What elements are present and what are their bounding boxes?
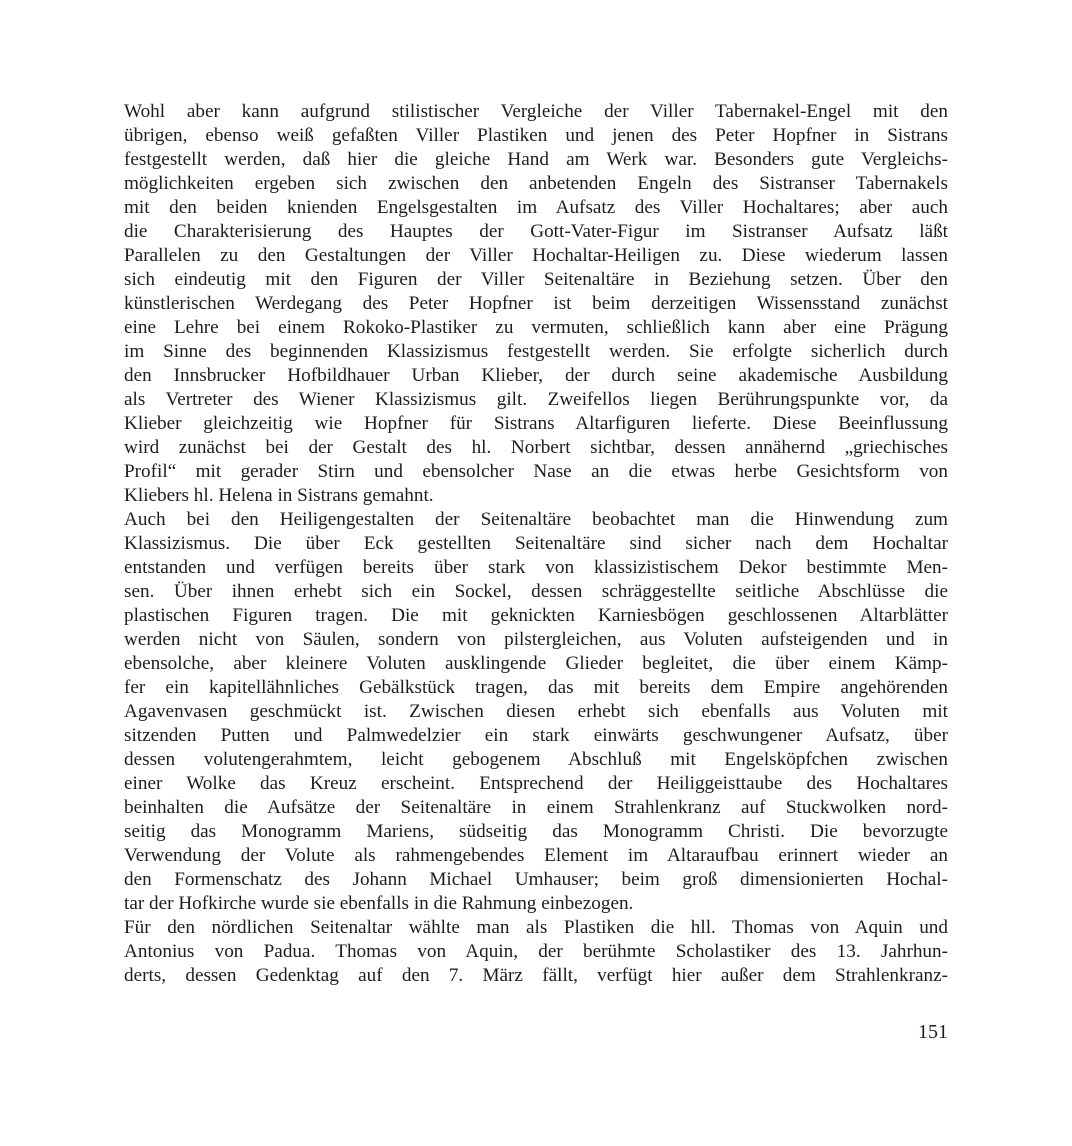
- text-line: Für den nördlichen Seitenaltar wählte man als Plastiken die hll. Thomas von Aquin und: [124, 917, 948, 938]
- text-line: entstanden und verfügen bereits über stark von klassizistischem Dekor bestimmte Men-: [124, 557, 948, 578]
- text-line: den Formenschatz des Johann Michael Umhauser; beim groß dimensionierten Hochal-: [124, 869, 948, 890]
- text-line: einer Wolke das Kreuz erscheint. Entsprechend der Heiliggeisttaube des Hochaltares: [124, 773, 948, 794]
- paragraph: [124, 100, 948, 508]
- text-line: Auch bei den Heiligengestalten der Seitenaltäre beobachtet man die Hinwendung zum: [124, 509, 948, 530]
- text-line: Antonius von Padua. Thomas von Aquin, der berühmte Scholastiker des 13. Jahrhun-: [124, 941, 948, 962]
- text-line: künstlerischen Werdegang des Peter Hopfner ist beim derzeitigen Wissensstand zunächst: [124, 293, 948, 314]
- text-line: seitig das Monogramm Mariens, südseitig das Monogramm Christi. Die bevorzugte: [124, 821, 948, 842]
- text-line: sich eindeutig mit den Figuren der Viller Seitenaltäre in Beziehung setzen. Über den: [124, 269, 948, 290]
- text-line: ebensolche, aber kleinere Voluten ausklingende Glieder begleitet, die über einem Kämp-: [124, 653, 948, 674]
- text-line: sitzenden Putten und Palmwedelzier ein stark einwärts geschwungener Aufsatz, über: [124, 725, 948, 746]
- text-line: festgestellt werden, daß hier die gleiche Hand am Werk war. Besonders gute Vergleichs-: [124, 149, 948, 170]
- text-line: plastischen Figuren tragen. Die mit geknickten Karniesbögen geschlossenen Altarblätter: [124, 605, 948, 626]
- text-line: Verwendung der Volute als rahmengebendes Element im Altaraufbau erinnert wieder an: [124, 845, 948, 866]
- text-line: tar der Hofkirche wurde sie ebenfalls in die Rahmung einbezogen.: [124, 893, 634, 914]
- text-line: Klassizismus. Die über Eck gestellten Seitenaltäre sind sicher nach dem Hochaltar: [124, 533, 948, 554]
- text-line: übrigen, ebenso weiß gefaßten Viller Plastiken und jenen des Peter Hopfner in Sistrans: [124, 125, 948, 146]
- text-line: möglichkeiten ergeben sich zwischen den anbetenden Engeln des Sistranser Tabernakels: [124, 173, 948, 194]
- text-line: Profil“ mit gerader Stirn und ebensolcher Nase an die etwas herbe Gesichtsform von: [124, 461, 948, 482]
- page-number: 151: [918, 1021, 948, 1043]
- text-line: den Innsbrucker Hofbildhauer Urban Klieber, der durch seine akademische Ausbildung: [124, 365, 948, 386]
- text-line: mit den beiden knienden Engelsgestalten im Aufsatz des Viller Hochaltares; aber auch: [124, 197, 948, 218]
- body-text: [124, 100, 948, 988]
- text-line: beinhalten die Aufsätze der Seitenaltäre in einem Strahlenkranz auf Stuckwolken nord-: [124, 797, 948, 818]
- text-line: eine Lehre bei einem Rokoko-Plastiker zu vermuten, schließlich kann aber eine Prägung: [124, 317, 948, 338]
- text-line: Agavenvasen geschmückt ist. Zwischen diesen erhebt sich ebenfalls aus Voluten mit: [124, 701, 948, 722]
- text-line: derts, dessen Gedenktag auf den 7. März fällt, verfügt hier außer dem Strahlenkranz-: [124, 965, 948, 986]
- text-line: wird zunächst bei der Gestalt des hl. Norbert sichtbar, dessen annähernd „griechisches: [124, 437, 948, 458]
- paragraph: [124, 916, 948, 988]
- text-line: Klieber gleichzeitig wie Hopfner für Sistrans Altarfiguren lieferte. Diese Beeinflussung: [124, 413, 948, 434]
- text-line: als Vertreter des Wiener Klassizismus gilt. Zweifellos liegen Berührungspunkte vor, da: [124, 389, 948, 410]
- text-line: werden nicht von Säulen, sondern von pilstergleichen, aus Voluten aufsteigenden und in: [124, 629, 948, 650]
- text-line: fer ein kapitellähnliches Gebälkstück tragen, das mit bereits dem Empire angehörenden: [124, 677, 948, 698]
- text-line: die Charakterisierung des Hauptes der Gott-Vater-Figur im Sistranser Aufsatz läßt: [124, 221, 948, 242]
- text-line: Wohl aber kann aufgrund stilistischer Vergleiche der Viller Tabernakel-Engel mit den: [124, 101, 948, 122]
- text-line: Kliebers hl. Helena in Sistrans gemahnt.: [124, 485, 434, 506]
- text-line: sen. Über ihnen erhebt sich ein Sockel, dessen schräggestellte seitliche Abschlüsse die: [124, 581, 948, 602]
- text-line: dessen volutengerahmtem, leicht gebogenem Abschluß mit Engelsköpfchen zwischen: [124, 749, 948, 770]
- text-line: Parallelen zu den Gestaltungen der Viller Hochaltar-Heiligen zu. Diese wiederum lassen: [124, 245, 948, 266]
- paragraph: [124, 508, 948, 916]
- text-line: im Sinne des beginnenden Klassizismus festgestellt werden. Sie erfolgte sicherlich durch: [124, 341, 948, 362]
